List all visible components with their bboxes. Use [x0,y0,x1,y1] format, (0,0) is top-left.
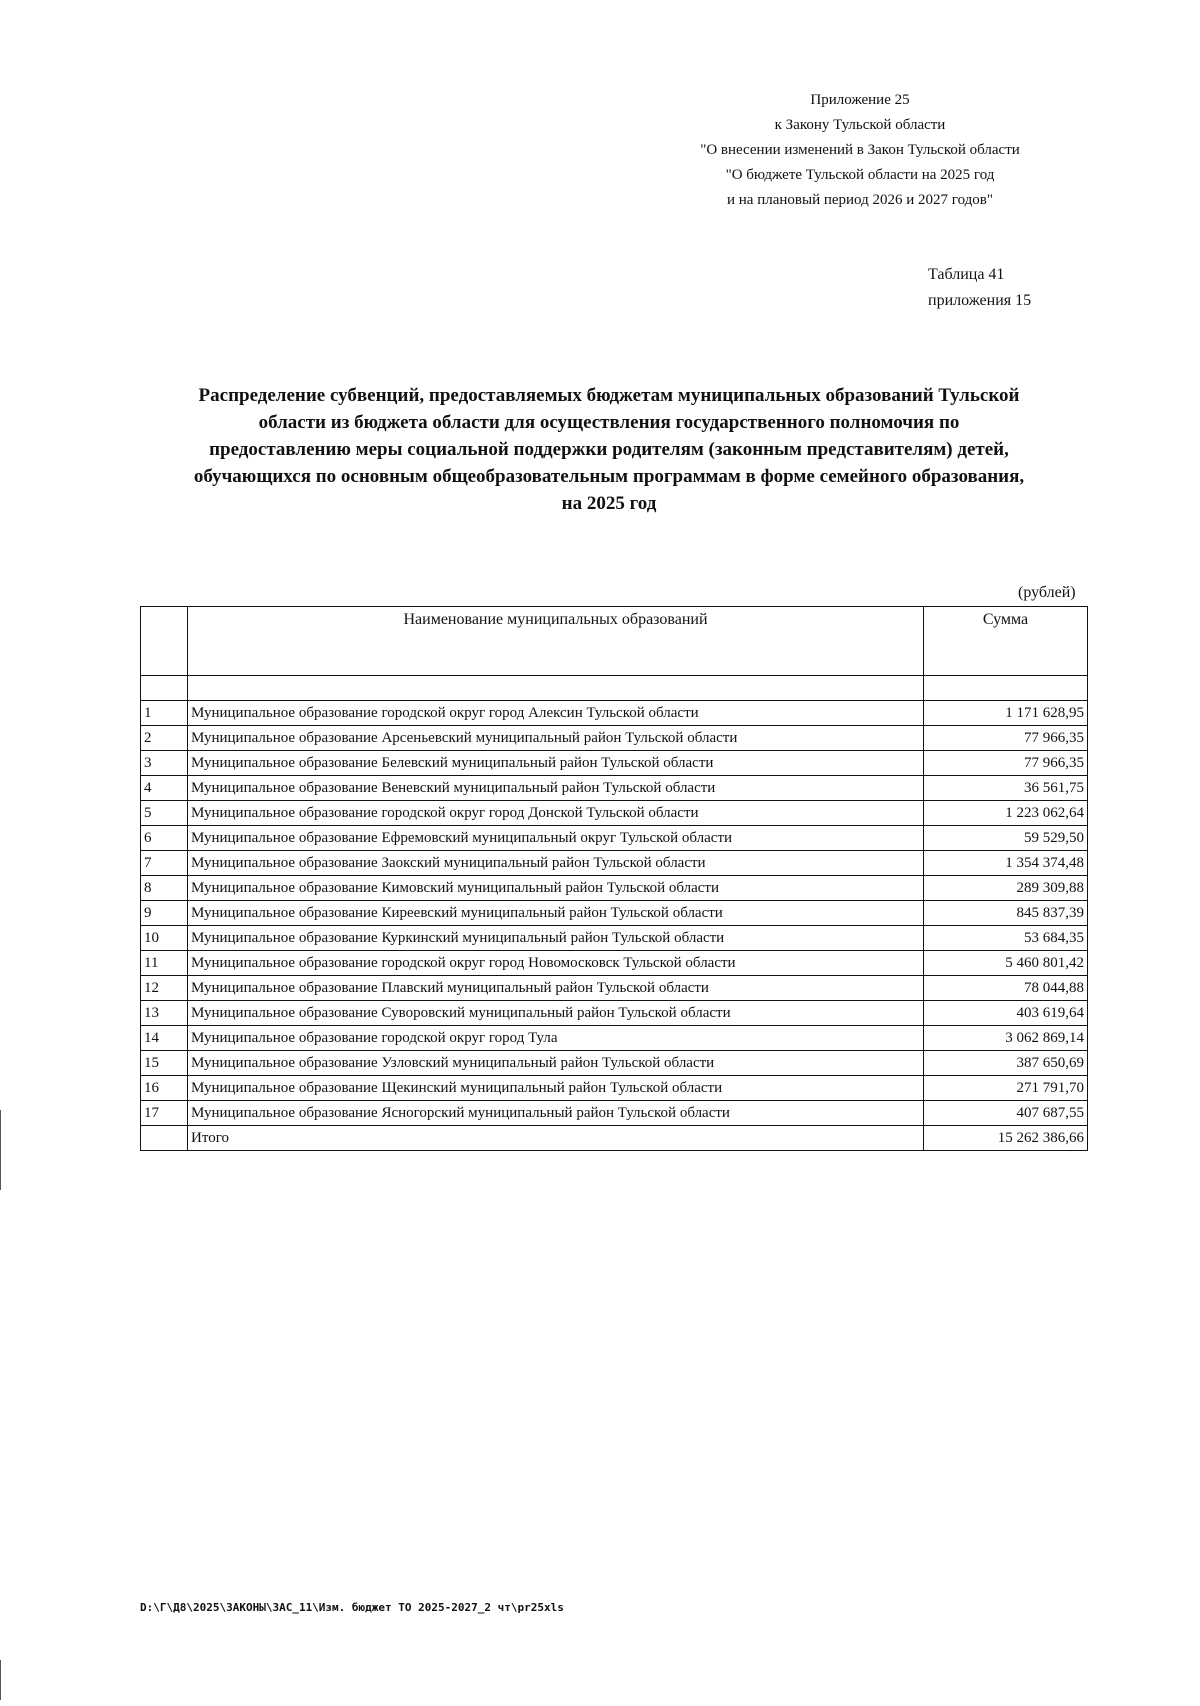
row-name: Муниципальное образование Плавский муниципальный район Тульской области [188,976,924,1001]
row-name: Муниципальное образование Узловский муниципальный район Тульской области [188,1051,924,1076]
row-number: 10 [141,926,188,951]
row-name: Итого [188,1126,924,1151]
row-number: 2 [141,726,188,751]
table-row [141,751,1088,776]
row-sum: 78 044,88 [924,976,1088,1001]
table-row [141,801,1088,826]
header-number [141,607,188,676]
row-sum: 59 529,50 [924,826,1088,851]
document-title [130,382,1088,517]
table-number: Таблица 41 [928,266,1005,283]
row-sum: 407 687,55 [924,1101,1088,1126]
row-name: Муниципальное образование Заокский муниципальный район Тульской области [188,851,924,876]
row-number: 4 [141,776,188,801]
title-line: области из бюджета области для осуществления государственного полномочия по [258,412,960,433]
table-row [141,976,1088,1001]
row-name: Муниципальное образование Ясногорский муниципальный район Тульской области [188,1101,924,1126]
appendix-line: Приложение 25 [810,92,910,108]
subsidy-table [140,606,1088,1151]
header-sum: Сумма [924,607,1088,676]
row-number: 3 [141,751,188,776]
currency-unit: (рублей) [1018,584,1076,601]
row-name: Муниципальное образование городской округ город Донской Тульской области [188,801,924,826]
row-sum: 271 791,70 [924,1076,1088,1101]
title-line: обучающихся по основным общеобразовательным программам в форме семейного образования, [193,466,1025,487]
row-sum: 53 684,35 [924,926,1088,951]
row-name: Муниципальное образование Ефремовский муниципальный округ Тульской области [188,826,924,851]
table-row [141,926,1088,951]
row-number: 13 [141,1001,188,1026]
row-name: Муниципальное образование городской округ город Тула [188,1026,924,1051]
table-row [141,701,1088,726]
row-number [141,1126,188,1151]
row-sum: 1 171 628,95 [924,701,1088,726]
header-name: Наименование муниципальных образований [188,607,924,676]
scan-edge-mark [0,1660,1,1700]
row-number: 14 [141,1026,188,1051]
row-number: 6 [141,826,188,851]
table-row [141,1026,1088,1051]
table-row [141,951,1088,976]
row-sum: 387 650,69 [924,1051,1088,1076]
row-sum: 845 837,39 [924,901,1088,926]
row-number: 5 [141,801,188,826]
row-name: Муниципальное образование Щекинский муниципальный район Тульской области [188,1076,924,1101]
row-sum: 403 619,64 [924,1001,1088,1026]
row-name: Муниципальное образование Арсеньевский муниципальный район Тульской области [188,726,924,751]
table-row [141,1051,1088,1076]
row-sum: 15 262 386,66 [924,1126,1088,1151]
appendix-line: "О внесении изменений в Закон Тульской области [700,142,1020,158]
title-line: предоставлению меры социальной поддержки родителям (законным представителям) детей, [209,439,1009,460]
appendix-line: "О бюджете Тульской области на 2025 год [725,167,995,183]
row-sum: 1 223 062,64 [924,801,1088,826]
row-number: 17 [141,1101,188,1126]
table-header-row [141,607,1088,676]
row-sum: 36 561,75 [924,776,1088,801]
table-row [141,1101,1088,1126]
table-row [141,776,1088,801]
row-number: 12 [141,976,188,1001]
row-number: 16 [141,1076,188,1101]
appendix-line: и на плановый период 2026 и 2027 годов" [727,192,993,208]
row-number: 7 [141,851,188,876]
total-row [141,1126,1088,1151]
appendix-header [600,88,1120,213]
title-line: Распределение субвенций, предоставляемых бюджетам муниципальных образований Тульской [198,385,1020,406]
file-path-footer: D:\Г\Д8\2025\ЗАКОНЫ\ЗАС_11\Изм. бюджет ТО 2025-2027_2 чт\pr25xls [140,1601,564,1614]
table-row [141,876,1088,901]
table-row [141,851,1088,876]
spacer-row [141,676,1088,701]
table-appendix-ref: приложения 15 [928,292,1032,309]
table-row [141,726,1088,751]
row-name: Муниципальное образование городской округ город Новомосковск Тульской области [188,951,924,976]
scan-edge-mark [0,1110,1,1190]
table-row [141,901,1088,926]
row-name: Муниципальное образование Суворовский муниципальный район Тульской области [188,1001,924,1026]
row-sum: 3 062 869,14 [924,1026,1088,1051]
row-name: Муниципальное образование Киреевский муниципальный район Тульской области [188,901,924,926]
table-row [141,1001,1088,1026]
row-number: 11 [141,951,188,976]
table-reference [928,262,1031,314]
row-sum: 1 354 374,48 [924,851,1088,876]
row-number: 8 [141,876,188,901]
row-name: Муниципальное образование городской округ город Алексин Тульской области [188,701,924,726]
appendix-line: к Закону Тульской области [774,117,946,133]
table-row [141,826,1088,851]
row-number: 1 [141,701,188,726]
row-number: 15 [141,1051,188,1076]
row-name: Муниципальное образование Кимовский муниципальный район Тульской области [188,876,924,901]
title-line: на 2025 год [561,493,657,514]
row-name: Муниципальное образование Белевский муниципальный район Тульской области [188,751,924,776]
table-row [141,1076,1088,1101]
row-sum: 289 309,88 [924,876,1088,901]
row-name: Муниципальное образование Куркинский муниципальный район Тульской области [188,926,924,951]
row-sum: 77 966,35 [924,726,1088,751]
row-sum: 77 966,35 [924,751,1088,776]
row-sum: 5 460 801,42 [924,951,1088,976]
row-name: Муниципальное образование Веневский муниципальный район Тульской области [188,776,924,801]
row-number: 9 [141,901,188,926]
table-body [141,676,1088,1151]
